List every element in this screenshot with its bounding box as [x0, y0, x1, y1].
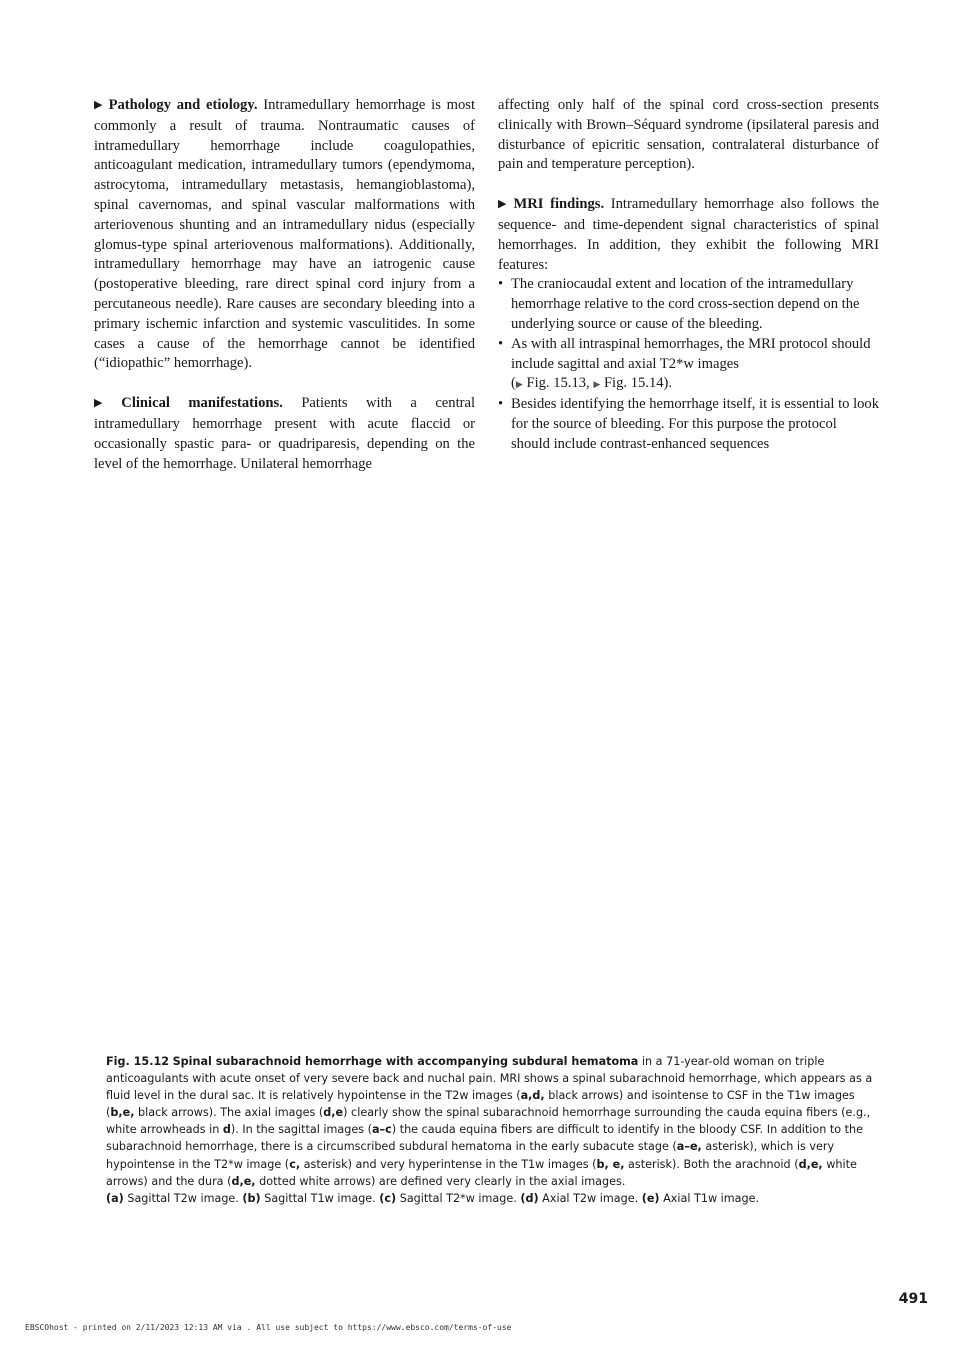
mri-paragraph [498, 195, 879, 275]
continuation-paragraph: affecting only half of the spinal cord cross-section presents clinically with Brown–Séquard syndrome (ipsilateral paresis and disturbance of epicritic sensation, contralateral disturbance of pain and temperature perception). [498, 97, 879, 173]
caption-label: Fig. 15.12 [106, 1055, 170, 1068]
list-item: • Besides identifying the hemorrhage itself, it is essential to look for the source of bleeding. For this purpose the protocol should include contrast-enhanced sequences [498, 396, 880, 452]
figure-caption: Fig. 15.12 Spinal subarachnoid hemorrhage with accompanying subdural hematoma in a 71-year-old woman on triple anticoagulants with acute onset of very severe back and nuchal pain. MRI shows a spinal subarachnoid hemorrhage, which appears as a fluid level in the dural sac. It is relatively hypointense in the T2w images (a,d, black arrows) and isointense to CSF in the T1w images (b,e, black arrows). The axial images (d,e) clearly show the spinal subarachnoid hemorrhage surrounding the cauda equina fibers (e.g., white arrowheads in d). In the sagittal images (a–c) the cauda equina fibers are difficult to identify in the bloody CSF. In addition to the subarachnoid hemorrhage, there is a circumscribed subdural hematoma in the early subacute stage (a–e, asterisk), which is very hypointense in the T2*w image (c, asterisk) and very hyperintense in the T1w images (b, e, asterisk). Both the arachnoid (d,e, white arrows) and the dura (d,e, dotted white arrows) are defined very clearly in the axial images. (a) Sagittal T2w image. (b) Sagittal T1w image. (c) Sagittal T2*w image. (d) Axial T2w image. (e) Axial T1w image. [106, 1055, 873, 1205]
page-number: 491 [898, 1291, 928, 1307]
bullet-icon: • [498, 396, 504, 413]
pathology-heading: Pathology and etiology. [108, 97, 258, 113]
list-item: • As with all intraspinal hemorrhages, the MRI protocol should include sagittal and axial T2*w images (▶ Fig. 15.13, ▶ Fig. 15.14). [498, 335, 871, 392]
figure-ref-icon: ▶ [593, 379, 601, 390]
mri-text: Intramedullary hemorrhage also follows the sequence- and time-dependent signal characteristics of spinal hemorrhages. In addition, they exhibit the following MRI features: [498, 196, 879, 273]
figure-ref-link[interactable]: Fig. 15.14 [603, 375, 664, 392]
clinical-paragraph [94, 394, 475, 474]
clinical-heading: Clinical manifestations. [121, 395, 283, 412]
caption-title: Spinal subarachnoid hemorrhage with accompanying subdural hematoma [172, 1055, 639, 1068]
print-footer: EBSCOhost - printed on 2/11/2023 12:13 AM via . All use subject to https://www.ebsco.com/terms-of-use [25, 1323, 512, 1332]
bullet-icon: • [498, 335, 504, 352]
figure-ref-link[interactable]: Fig. 15.13, [526, 375, 590, 392]
mri-feature-list [498, 275, 879, 454]
bullet-icon: • [498, 276, 504, 293]
mri-heading: MRI findings. [513, 196, 605, 213]
right-column [498, 96, 879, 455]
section-triangle-icon: ▶ [94, 397, 118, 410]
pathology-paragraph [94, 96, 475, 374]
clinical-text: Patients with a central intramedullary hemorrhage present with acute flaccid or occasionally spastic para- or quadriparesis, depending on the level of the hemorrhage. Unilateral hemorrhage [94, 395, 476, 472]
pathology-text: Intramedullary hemorrhage is most commonly a result of trauma. Nontraumatic causes of intramedullary hemorrhage include coagulopathies, anticoagulant medication, intramedullary tumors (ependymoma, astrocytoma, intramedullary metastasis, hemangioblastoma), spinal cavernomas, and spinal vascular malformations with arteriovenous shunting and an intramedullary nidus (especially glomus-type spinal arteriovenous malformations). Additionally, intramedullary hemorrhage may have an iatrogenic cause (postoperative bleeding, rare direct spinal cord injury from a percutaneous needle). Rare causes are secondary bleeding into a primary ischemic infarction and systemic vasculitides. In some cases a cause of the hemorrhage cannot be identified (“idiopathic” hemorrhage). [94, 97, 476, 372]
list-item: • The craniocaudal extent and location of the intramedullary hemorrhage relative to the cord cross-section depend on the underlying source or cause of the bleeding. [498, 276, 860, 332]
figure-ref-icon: ▶ [515, 379, 523, 390]
section-triangle-icon: ▶ [94, 99, 105, 111]
caption-panels: (a) Sagittal T2w image. (b) Sagittal T1w image. (c) Sagittal T2*w image. (d) Axial T2w image. (e) Axial T1w image. [106, 1191, 760, 1205]
left-column [94, 96, 475, 494]
section-triangle-icon: ▶ [498, 198, 510, 211]
